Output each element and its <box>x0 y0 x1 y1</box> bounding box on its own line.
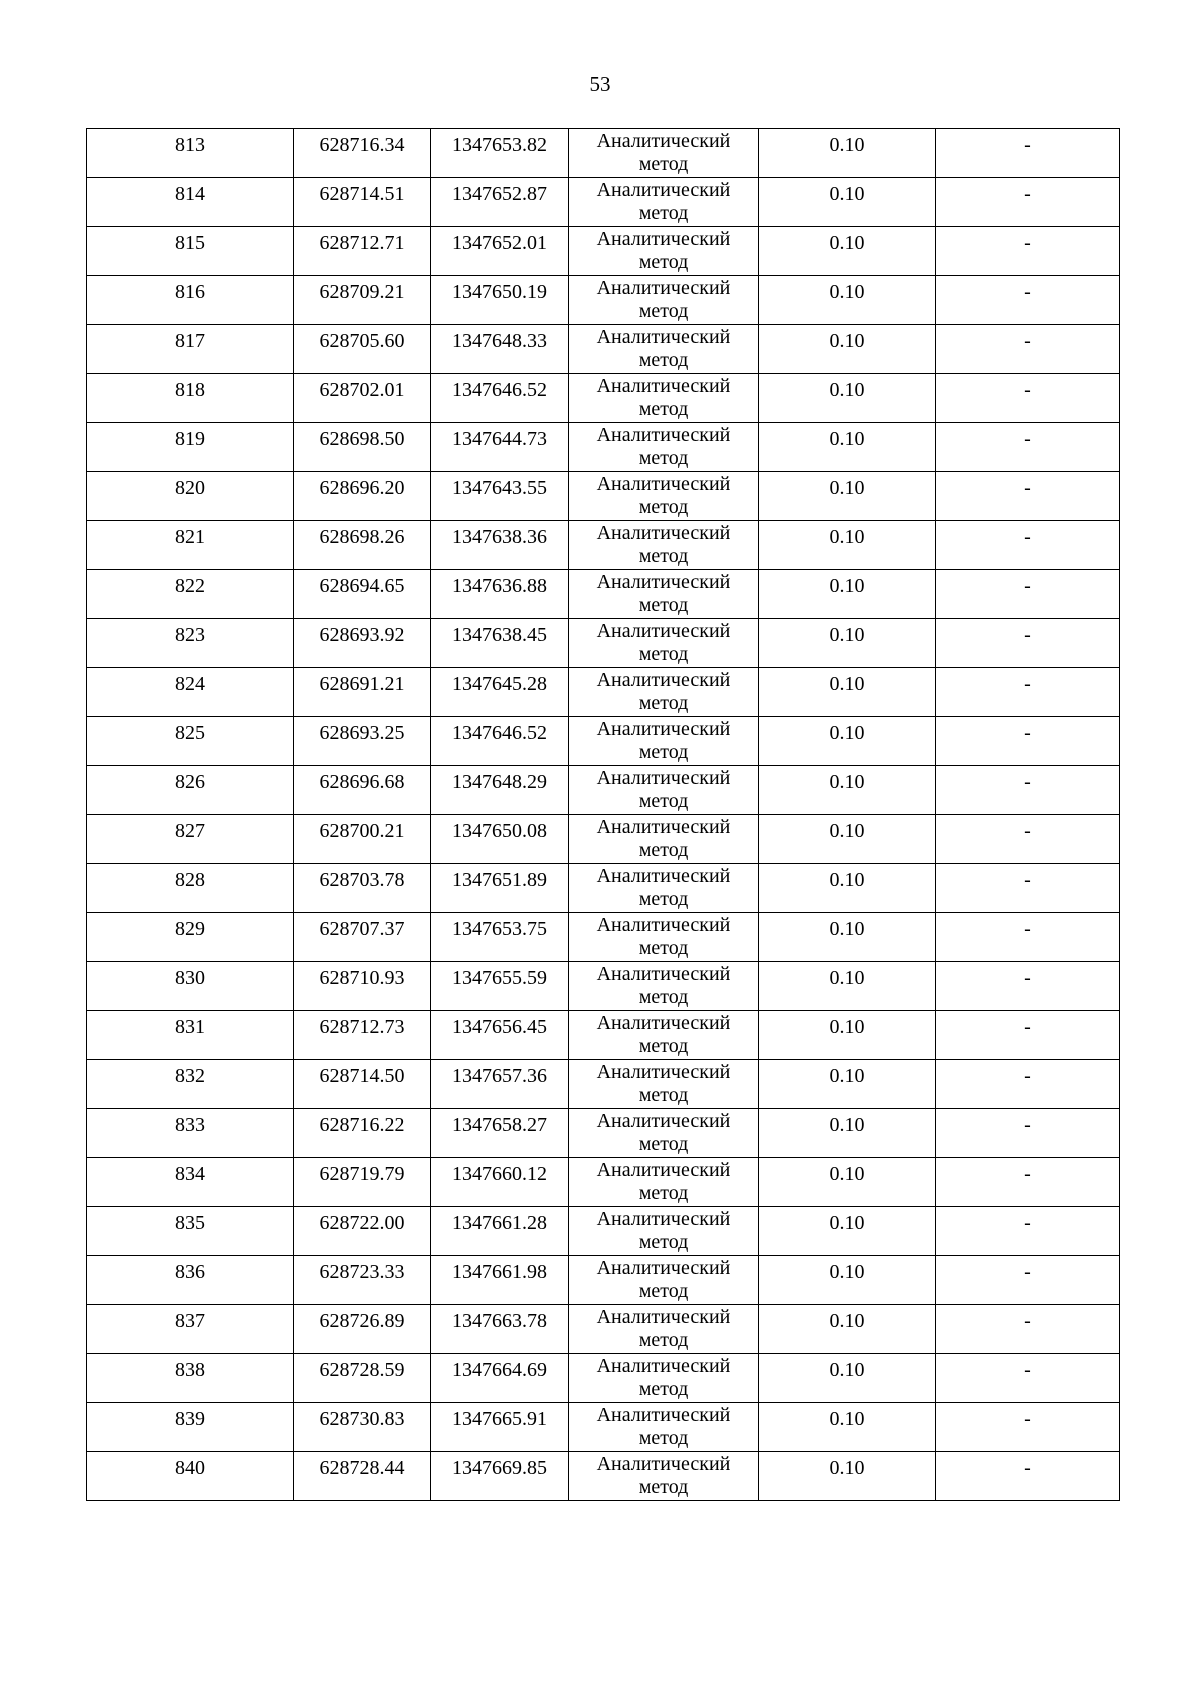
table-row <box>87 913 1120 962</box>
point-id-cell: 826 <box>87 766 294 815</box>
y-coordinate-cell: 1347648.29 <box>431 766 569 815</box>
point-id-cell: 827 <box>87 815 294 864</box>
x-coordinate-cell: 628716.22 <box>294 1109 431 1158</box>
method-cell <box>569 374 759 423</box>
point-id-cell: 822 <box>87 570 294 619</box>
method-label-line1: Аналитический <box>596 326 731 348</box>
method-label-line2: метод <box>638 1231 689 1253</box>
method-label-line1: Аналитический <box>596 767 731 789</box>
note-cell: - <box>936 1158 1120 1207</box>
x-coordinate-cell: 628691.21 <box>294 668 431 717</box>
y-coordinate-cell: 1347650.08 <box>431 815 569 864</box>
error-cell: 0.10 <box>759 864 936 913</box>
method-label-line1: Аналитический <box>596 1159 731 1181</box>
method-label-line1: Аналитический <box>596 228 731 250</box>
x-coordinate-cell: 628698.50 <box>294 423 431 472</box>
method-label-line2: метод <box>638 545 689 567</box>
note-cell: - <box>936 325 1120 374</box>
note-cell: - <box>936 815 1120 864</box>
error-cell: 0.10 <box>759 962 936 1011</box>
note-cell: - <box>936 1207 1120 1256</box>
x-coordinate-cell: 628694.65 <box>294 570 431 619</box>
table-row <box>87 1011 1120 1060</box>
method-cell <box>569 178 759 227</box>
method-label-line1: Аналитический <box>596 1061 731 1083</box>
y-coordinate-cell: 1347646.52 <box>431 717 569 766</box>
y-coordinate-cell: 1347644.73 <box>431 423 569 472</box>
table-row <box>87 1109 1120 1158</box>
x-coordinate-cell: 628714.51 <box>294 178 431 227</box>
method-label-line1: Аналитический <box>596 375 731 397</box>
point-id-cell: 837 <box>87 1305 294 1354</box>
error-cell: 0.10 <box>759 227 936 276</box>
table-row <box>87 521 1120 570</box>
x-coordinate-cell: 628707.37 <box>294 913 431 962</box>
method-label-line2: метод <box>638 790 689 812</box>
method-label-line1: Аналитический <box>596 571 731 593</box>
method-label-line1: Аналитический <box>596 669 731 691</box>
note-cell: - <box>936 766 1120 815</box>
point-id-cell: 834 <box>87 1158 294 1207</box>
note-cell: - <box>936 472 1120 521</box>
method-cell <box>569 1207 759 1256</box>
x-coordinate-cell: 628698.26 <box>294 521 431 570</box>
error-cell: 0.10 <box>759 619 936 668</box>
table-row <box>87 1305 1120 1354</box>
table-row <box>87 325 1120 374</box>
method-label-line2: метод <box>638 741 689 763</box>
y-coordinate-cell: 1347650.19 <box>431 276 569 325</box>
y-coordinate-cell: 1347652.01 <box>431 227 569 276</box>
note-cell: - <box>936 1109 1120 1158</box>
method-cell <box>569 129 759 178</box>
note-cell: - <box>936 570 1120 619</box>
method-cell <box>569 717 759 766</box>
error-cell: 0.10 <box>759 276 936 325</box>
x-coordinate-cell: 628723.33 <box>294 1256 431 1305</box>
method-cell <box>569 1452 759 1501</box>
method-label-line2: метод <box>638 202 689 224</box>
y-coordinate-cell: 1347646.52 <box>431 374 569 423</box>
note-cell: - <box>936 913 1120 962</box>
error-cell: 0.10 <box>759 1109 936 1158</box>
point-id-cell: 813 <box>87 129 294 178</box>
point-id-cell: 821 <box>87 521 294 570</box>
y-coordinate-cell: 1347663.78 <box>431 1305 569 1354</box>
method-label-line2: метод <box>638 937 689 959</box>
y-coordinate-cell: 1347638.36 <box>431 521 569 570</box>
error-cell: 0.10 <box>759 1354 936 1403</box>
method-label-line2: метод <box>638 496 689 518</box>
method-cell <box>569 1403 759 1452</box>
method-label-line2: метод <box>638 692 689 714</box>
method-label-line2: метод <box>638 1427 689 1449</box>
error-cell: 0.10 <box>759 1305 936 1354</box>
method-label-line2: метод <box>638 1133 689 1155</box>
note-cell: - <box>936 1354 1120 1403</box>
error-cell: 0.10 <box>759 1403 936 1452</box>
y-coordinate-cell: 1347665.91 <box>431 1403 569 1452</box>
method-cell <box>569 864 759 913</box>
table-row <box>87 815 1120 864</box>
note-cell: - <box>936 276 1120 325</box>
note-cell: - <box>936 1452 1120 1501</box>
point-id-cell: 832 <box>87 1060 294 1109</box>
method-cell <box>569 227 759 276</box>
method-label-line2: метод <box>638 643 689 665</box>
method-cell <box>569 1305 759 1354</box>
method-label-line2: метод <box>638 1084 689 1106</box>
method-cell <box>569 668 759 717</box>
x-coordinate-cell: 628726.89 <box>294 1305 431 1354</box>
point-id-cell: 820 <box>87 472 294 521</box>
point-id-cell: 814 <box>87 178 294 227</box>
table-row <box>87 374 1120 423</box>
point-id-cell: 816 <box>87 276 294 325</box>
note-cell: - <box>936 1305 1120 1354</box>
coordinates-table-body <box>87 129 1120 1501</box>
y-coordinate-cell: 1347661.98 <box>431 1256 569 1305</box>
x-coordinate-cell: 628702.01 <box>294 374 431 423</box>
table-row <box>87 962 1120 1011</box>
point-id-cell: 835 <box>87 1207 294 1256</box>
note-cell: - <box>936 129 1120 178</box>
point-id-cell: 819 <box>87 423 294 472</box>
table-row <box>87 276 1120 325</box>
method-label-line2: метод <box>638 594 689 616</box>
error-cell: 0.10 <box>759 423 936 472</box>
method-label-line2: метод <box>638 1280 689 1302</box>
method-label-line2: метод <box>638 986 689 1008</box>
x-coordinate-cell: 628696.20 <box>294 472 431 521</box>
point-id-cell: 824 <box>87 668 294 717</box>
x-coordinate-cell: 628712.71 <box>294 227 431 276</box>
x-coordinate-cell: 628714.50 <box>294 1060 431 1109</box>
point-id-cell: 836 <box>87 1256 294 1305</box>
y-coordinate-cell: 1347645.28 <box>431 668 569 717</box>
method-label-line2: метод <box>638 1476 689 1498</box>
point-id-cell: 840 <box>87 1452 294 1501</box>
y-coordinate-cell: 1347669.85 <box>431 1452 569 1501</box>
note-cell: - <box>936 1256 1120 1305</box>
x-coordinate-cell: 628693.25 <box>294 717 431 766</box>
method-label-line2: метод <box>638 447 689 469</box>
error-cell: 0.10 <box>759 815 936 864</box>
method-label-line1: Аналитический <box>596 277 731 299</box>
table-row <box>87 472 1120 521</box>
method-label-line1: Аналитический <box>596 718 731 740</box>
method-label-line1: Аналитический <box>596 1208 731 1230</box>
note-cell: - <box>936 1403 1120 1452</box>
point-id-cell: 833 <box>87 1109 294 1158</box>
error-cell: 0.10 <box>759 668 936 717</box>
note-cell: - <box>936 619 1120 668</box>
method-label-line1: Аналитический <box>596 1012 731 1034</box>
x-coordinate-cell: 628696.68 <box>294 766 431 815</box>
y-coordinate-cell: 1347655.59 <box>431 962 569 1011</box>
y-coordinate-cell: 1347664.69 <box>431 1354 569 1403</box>
method-cell <box>569 1060 759 1109</box>
coordinates-table <box>86 128 1120 1501</box>
point-id-cell: 838 <box>87 1354 294 1403</box>
table-row <box>87 717 1120 766</box>
table-row <box>87 129 1120 178</box>
method-label-line2: метод <box>638 349 689 371</box>
point-id-cell: 830 <box>87 962 294 1011</box>
error-cell: 0.10 <box>759 766 936 815</box>
point-id-cell: 825 <box>87 717 294 766</box>
method-label-line1: Аналитический <box>596 620 731 642</box>
error-cell: 0.10 <box>759 1011 936 1060</box>
method-label-line2: метод <box>638 839 689 861</box>
note-cell: - <box>936 1060 1120 1109</box>
table-row <box>87 178 1120 227</box>
method-label-line1: Аналитический <box>596 473 731 495</box>
y-coordinate-cell: 1347638.45 <box>431 619 569 668</box>
note-cell: - <box>936 423 1120 472</box>
method-cell <box>569 1158 759 1207</box>
x-coordinate-cell: 628712.73 <box>294 1011 431 1060</box>
x-coordinate-cell: 628722.00 <box>294 1207 431 1256</box>
method-cell <box>569 766 759 815</box>
x-coordinate-cell: 628710.93 <box>294 962 431 1011</box>
note-cell: - <box>936 227 1120 276</box>
table-row <box>87 1060 1120 1109</box>
point-id-cell: 829 <box>87 913 294 962</box>
method-label-line1: Аналитический <box>596 1110 731 1132</box>
table-row <box>87 570 1120 619</box>
method-label-line2: метод <box>638 153 689 175</box>
x-coordinate-cell: 628693.92 <box>294 619 431 668</box>
method-label-line1: Аналитический <box>596 1257 731 1279</box>
error-cell: 0.10 <box>759 1158 936 1207</box>
x-coordinate-cell: 628705.60 <box>294 325 431 374</box>
x-coordinate-cell: 628700.21 <box>294 815 431 864</box>
method-cell <box>569 913 759 962</box>
page-number: 53 <box>589 72 611 96</box>
y-coordinate-cell: 1347643.55 <box>431 472 569 521</box>
method-cell <box>569 325 759 374</box>
method-label-line1: Аналитический <box>596 816 731 838</box>
x-coordinate-cell: 628709.21 <box>294 276 431 325</box>
method-label-line2: метод <box>638 251 689 273</box>
error-cell: 0.10 <box>759 1207 936 1256</box>
error-cell: 0.10 <box>759 178 936 227</box>
method-label-line1: Аналитический <box>596 963 731 985</box>
error-cell: 0.10 <box>759 521 936 570</box>
table-row <box>87 766 1120 815</box>
y-coordinate-cell: 1347653.75 <box>431 913 569 962</box>
method-cell <box>569 570 759 619</box>
y-coordinate-cell: 1347658.27 <box>431 1109 569 1158</box>
y-coordinate-cell: 1347651.89 <box>431 864 569 913</box>
error-cell: 0.10 <box>759 717 936 766</box>
point-id-cell: 823 <box>87 619 294 668</box>
error-cell: 0.10 <box>759 913 936 962</box>
y-coordinate-cell: 1347660.12 <box>431 1158 569 1207</box>
error-cell: 0.10 <box>759 570 936 619</box>
table-row <box>87 227 1120 276</box>
method-cell <box>569 521 759 570</box>
method-cell <box>569 472 759 521</box>
method-label-line1: Аналитический <box>596 1404 731 1426</box>
point-id-cell: 828 <box>87 864 294 913</box>
note-cell: - <box>936 374 1120 423</box>
x-coordinate-cell: 628716.34 <box>294 129 431 178</box>
table-row <box>87 864 1120 913</box>
method-label-line1: Аналитический <box>596 424 731 446</box>
method-cell <box>569 1256 759 1305</box>
point-id-cell: 831 <box>87 1011 294 1060</box>
method-label-line2: метод <box>638 1378 689 1400</box>
note-cell: - <box>936 178 1120 227</box>
method-cell <box>569 276 759 325</box>
method-label-line2: метод <box>638 1182 689 1204</box>
note-cell: - <box>936 668 1120 717</box>
error-cell: 0.10 <box>759 129 936 178</box>
method-label-line1: Аналитический <box>596 865 731 887</box>
error-cell: 0.10 <box>759 1256 936 1305</box>
y-coordinate-cell: 1347653.82 <box>431 129 569 178</box>
method-cell <box>569 1011 759 1060</box>
y-coordinate-cell: 1347636.88 <box>431 570 569 619</box>
y-coordinate-cell: 1347656.45 <box>431 1011 569 1060</box>
note-cell: - <box>936 717 1120 766</box>
method-label-line2: метод <box>638 1329 689 1351</box>
method-label-line2: метод <box>638 888 689 910</box>
y-coordinate-cell: 1347652.87 <box>431 178 569 227</box>
error-cell: 0.10 <box>759 1060 936 1109</box>
method-cell <box>569 423 759 472</box>
method-label-line1: Аналитический <box>596 914 731 936</box>
method-label-line2: метод <box>638 398 689 420</box>
method-cell <box>569 962 759 1011</box>
x-coordinate-cell: 628728.59 <box>294 1354 431 1403</box>
error-cell: 0.10 <box>759 472 936 521</box>
table-row <box>87 1158 1120 1207</box>
method-cell <box>569 1354 759 1403</box>
error-cell: 0.10 <box>759 1452 936 1501</box>
note-cell: - <box>936 962 1120 1011</box>
x-coordinate-cell: 628719.79 <box>294 1158 431 1207</box>
error-cell: 0.10 <box>759 325 936 374</box>
method-cell <box>569 1109 759 1158</box>
error-cell: 0.10 <box>759 374 936 423</box>
x-coordinate-cell: 628703.78 <box>294 864 431 913</box>
note-cell: - <box>936 1011 1120 1060</box>
method-label-line2: метод <box>638 1035 689 1057</box>
x-coordinate-cell: 628728.44 <box>294 1452 431 1501</box>
y-coordinate-cell: 1347661.28 <box>431 1207 569 1256</box>
method-label-line1: Аналитический <box>596 1453 731 1475</box>
method-label-line1: Аналитический <box>596 130 731 152</box>
x-coordinate-cell: 628730.83 <box>294 1403 431 1452</box>
table-row <box>87 668 1120 717</box>
method-cell <box>569 815 759 864</box>
table-row <box>87 1207 1120 1256</box>
method-label-line2: метод <box>638 300 689 322</box>
table-row <box>87 1354 1120 1403</box>
table-row <box>87 1256 1120 1305</box>
method-label-line1: Аналитический <box>596 179 731 201</box>
point-id-cell: 839 <box>87 1403 294 1452</box>
table-row <box>87 1403 1120 1452</box>
table-row <box>87 619 1120 668</box>
note-cell: - <box>936 864 1120 913</box>
table-row <box>87 1452 1120 1501</box>
method-cell <box>569 619 759 668</box>
y-coordinate-cell: 1347648.33 <box>431 325 569 374</box>
point-id-cell: 818 <box>87 374 294 423</box>
y-coordinate-cell: 1347657.36 <box>431 1060 569 1109</box>
note-cell: - <box>936 521 1120 570</box>
point-id-cell: 817 <box>87 325 294 374</box>
table-row <box>87 423 1120 472</box>
method-label-line1: Аналитический <box>596 1306 731 1328</box>
method-label-line1: Аналитический <box>596 522 731 544</box>
method-label-line1: Аналитический <box>596 1355 731 1377</box>
point-id-cell: 815 <box>87 227 294 276</box>
